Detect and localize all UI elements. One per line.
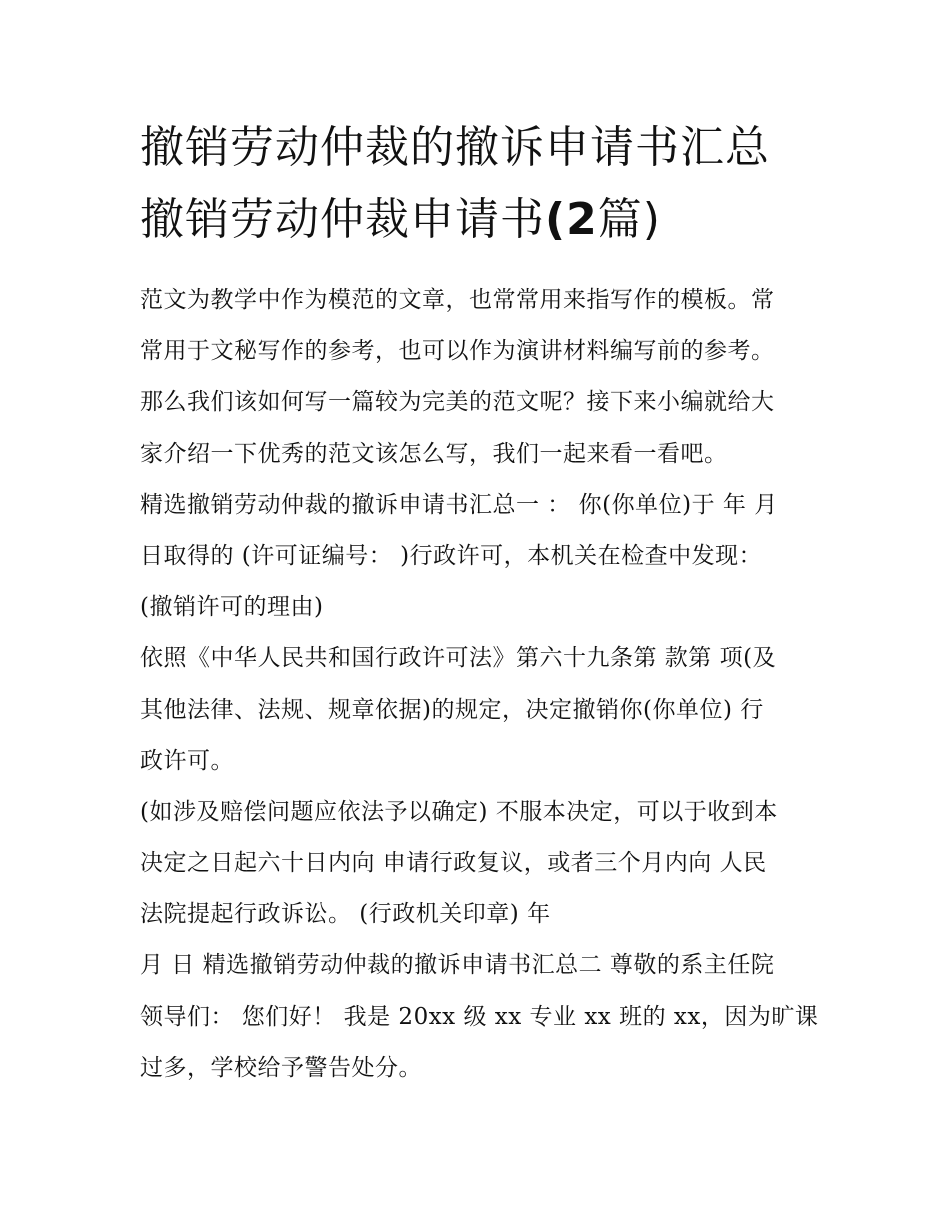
text-line: 范文为教学中作为模范的文章，也常常用来指写作的模板。常 (140, 287, 775, 313)
text-line: 政许可。 (140, 747, 234, 774)
text-line: 精选撤销劳动仲裁的撤诉申请书汇总一 ： 你(你单位)于 年 月 (140, 491, 778, 518)
text-line: (撤销许可的理由) (140, 594, 324, 621)
title-suffix: 篇) (597, 194, 661, 245)
text-line: 日取得的 (许可证编号： )行政许可，本机关在检查中发现： (140, 542, 763, 569)
document-body (140, 280, 830, 1099)
text-line: 领导们： 您们好！ 我是 20xx 级 xx 专业 xx 班的 xx，因为旷课 (140, 1003, 819, 1030)
text-line: 决定之日起六十日内向 申请行政复议，或者三个月内向 人民 (140, 850, 767, 877)
text-line: 月 日 精选撤销劳动仲裁的撤诉申请书汇总二 尊敬的系主任院 (140, 952, 775, 979)
text-line: 家介绍一下优秀的范文该怎么写，我们一起来看一看吧。 (140, 440, 728, 467)
text-line: (如涉及赔偿问题应依法予以确定) 不服本决定，可以于收到本 (140, 798, 778, 825)
title-count: (2 (545, 194, 598, 245)
text-line: 常用于文秘写作的参考，也可以作为演讲材料编写前的参考。 (140, 338, 775, 365)
text-line: 那么我们该如何写一篇较为完美的范文呢？接下来小编就给大 (140, 389, 775, 416)
document-title (140, 112, 820, 256)
text-line: 依照《中华人民共和国行政许可法》第六十九条第 款第 项(及 (140, 645, 777, 672)
title-text: 撤销劳动仲裁的撤诉申请书汇总 撤销劳动仲裁申请书 (140, 122, 770, 245)
text-line: 其他法律、法规、规章依据)的规定，决定撤销你(你单位) 行 (140, 696, 764, 723)
text-line: 法院提起行政诉讼。 (行政机关印章) 年 (140, 901, 551, 928)
text-line: 过多，学校给予警告处分。 (140, 1054, 422, 1081)
